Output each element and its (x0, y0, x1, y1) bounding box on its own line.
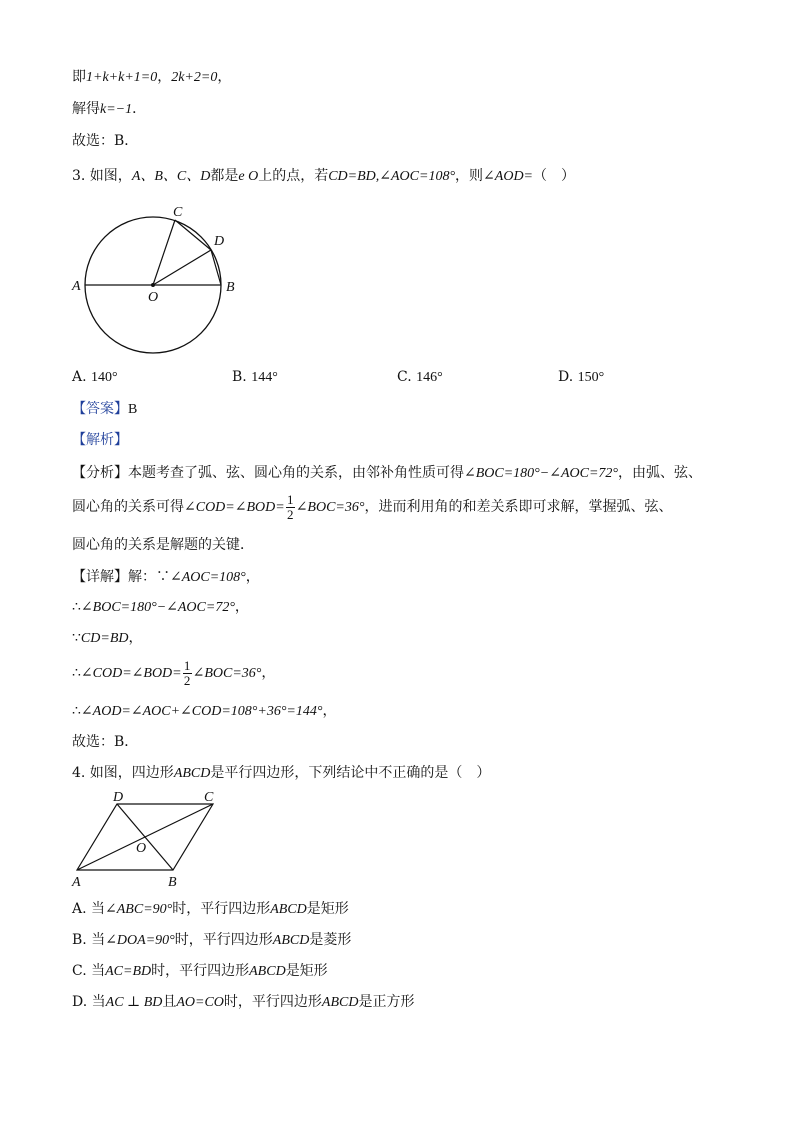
option-key: C. 当 (72, 963, 106, 979)
q4-option-c (72, 962, 328, 981)
question-4-stem (72, 764, 490, 783)
quad-name: ABCD (272, 933, 310, 948)
text: ， (157, 69, 172, 85)
option-c (397, 369, 443, 386)
fraction-half (286, 493, 295, 522)
solution-line-2 (72, 100, 146, 119)
label-c: C (173, 205, 183, 220)
option-value: 146° (416, 370, 443, 385)
text: 时，平行四边形 (223, 994, 322, 1010)
equation: ∠BOC=36° (192, 666, 262, 681)
equation: ∠AOD=∠AOC+∠COD=108°+36°=144° (80, 704, 323, 719)
denominator: 2 (183, 672, 191, 688)
option-d (558, 369, 604, 386)
label-o: O (148, 290, 159, 305)
detail-label: 【详解】 (72, 569, 128, 585)
detail-line-4 (72, 656, 275, 690)
analysis-label: 【分析】 (72, 465, 128, 481)
condition: CD=BD,∠AOC=108° (328, 169, 456, 184)
numerator: 1 (183, 657, 191, 673)
equation: ∠BOC=36° (295, 500, 365, 515)
text: ， (245, 569, 260, 585)
text: 且 (162, 994, 177, 1010)
option-value: 150° (577, 370, 605, 385)
text: 是矩形 (285, 963, 328, 979)
text: 4. 如图，四边形 (72, 765, 174, 781)
solution-line-1 (72, 68, 231, 87)
text: 解：∵ (128, 569, 170, 585)
text: 是正方形 (358, 994, 415, 1010)
q4-option-a (72, 900, 349, 919)
text: 时，平行四边形 (151, 963, 250, 979)
option-key: C. (397, 369, 412, 385)
fraction-half (183, 659, 192, 688)
option-value: 144° (251, 370, 278, 385)
diagonal-bd (117, 804, 173, 870)
points: A、B、C、D (131, 169, 211, 184)
solution-choice: 故选：B． (72, 133, 139, 149)
text: ，进而利用角的和差关系即可求解，掌握弧、弦、 (364, 499, 673, 515)
text: 本题考查了弧、弦、圆心角的关系，由邻补角性质可得 (128, 465, 464, 481)
text: ， (234, 599, 249, 615)
text: ， (217, 69, 232, 85)
q4-option-b (72, 931, 351, 950)
text: 即 (72, 69, 86, 85)
radius-od (153, 250, 211, 285)
text: 时，平行四边形 (172, 901, 271, 917)
quad-name: ABCD (321, 995, 359, 1010)
label-c: C (204, 790, 214, 805)
circle-figure (66, 200, 246, 362)
option-b (232, 369, 278, 386)
text: 3. 如图， (72, 168, 132, 184)
detail-line-5 (72, 702, 336, 721)
equation: ∠COD=∠BOD= (80, 666, 182, 681)
text: ，则 (455, 168, 484, 184)
answer-value: B (128, 402, 138, 417)
answer-tag: 【答案】 (72, 401, 128, 417)
text: 是矩形 (306, 901, 349, 917)
option-key: D. (558, 369, 574, 385)
text: ． (132, 101, 147, 117)
analysis-line-3: 圆心角的关系是解题的关键． (72, 537, 254, 553)
circle-symbol: e O (238, 169, 259, 184)
chord-db (211, 250, 221, 285)
text: 上的点，若 (258, 168, 329, 184)
analysis-line-1 (72, 464, 702, 483)
equation: 2k+2=0 (171, 70, 218, 85)
equation: ∠BOC=180°−∠AOC=72° (464, 466, 618, 481)
q4-option-d (72, 993, 414, 1012)
option-key: B. 当 (72, 932, 106, 948)
equation: k=−1 (100, 102, 133, 117)
equation: ∠COD=∠BOD= (184, 500, 285, 515)
condition: ∠ABC=90° (105, 902, 173, 917)
quad-name: ABCD (249, 964, 286, 979)
blank: （ ） (533, 168, 575, 184)
text: 是平行四边形，下列结论中不正确的是（ ） (210, 765, 491, 781)
question-3-stem (72, 167, 575, 186)
quad-name: ABCD (270, 902, 307, 917)
analysis-line-2 (72, 490, 672, 524)
text: ， (261, 665, 276, 681)
condition: ∠DOA=90° (105, 933, 175, 948)
option-key: D. 当 (72, 994, 106, 1010)
radius-oc (153, 220, 175, 285)
answer-line (72, 400, 137, 419)
text: ， (128, 630, 143, 646)
option-key: B. (232, 369, 247, 385)
text: ∴ (72, 599, 81, 615)
chord-cd (175, 220, 211, 250)
equation: ∠AOC=108° (170, 570, 246, 585)
numerator: 1 (286, 491, 294, 507)
text: ，由弧、弦、 (618, 465, 702, 481)
center-point (151, 283, 155, 287)
equation: 1+k+k+1=0 (86, 70, 158, 85)
target: ∠AOD= (483, 169, 533, 184)
text: ， (322, 703, 337, 719)
text: ∵ (72, 630, 81, 646)
condition: AO=CO (176, 995, 224, 1010)
text: 都是 (210, 168, 239, 184)
condition: AC ⊥ BD (105, 995, 163, 1010)
detail-line-1 (72, 568, 260, 587)
denominator: 2 (286, 506, 294, 522)
parallelogram-figure (66, 788, 226, 892)
text: 圆心角的关系可得 (72, 499, 184, 515)
option-a (72, 369, 118, 386)
label-o: O (136, 841, 147, 856)
label-b: B (168, 875, 177, 890)
detail-line-3 (72, 629, 142, 648)
option-key: A. 当 (72, 901, 106, 917)
label-b: B (226, 280, 235, 295)
label-a: A (72, 875, 81, 890)
option-key: A. (72, 369, 87, 385)
text: 是菱形 (309, 932, 352, 948)
question-3-options (72, 369, 732, 387)
detail-line-2 (72, 598, 249, 617)
option-value: 140° (91, 370, 118, 385)
detail-choice: 故选：B． (72, 734, 139, 750)
label-a: A (72, 279, 81, 294)
quad-name: ABCD (173, 766, 211, 781)
equation: ∠BOC=180°−∠AOC=72° (80, 600, 235, 615)
equation: CD=BD (80, 631, 129, 646)
analysis-tag: 【解析】 (72, 432, 128, 448)
condition: AC=BD (105, 964, 152, 979)
label-d: D (214, 234, 225, 249)
label-d: D (113, 790, 124, 805)
text: ∴ (72, 703, 81, 719)
text: ∴ (72, 665, 81, 681)
text: 解得 (72, 101, 100, 117)
text: 时，平行四边形 (174, 932, 273, 948)
